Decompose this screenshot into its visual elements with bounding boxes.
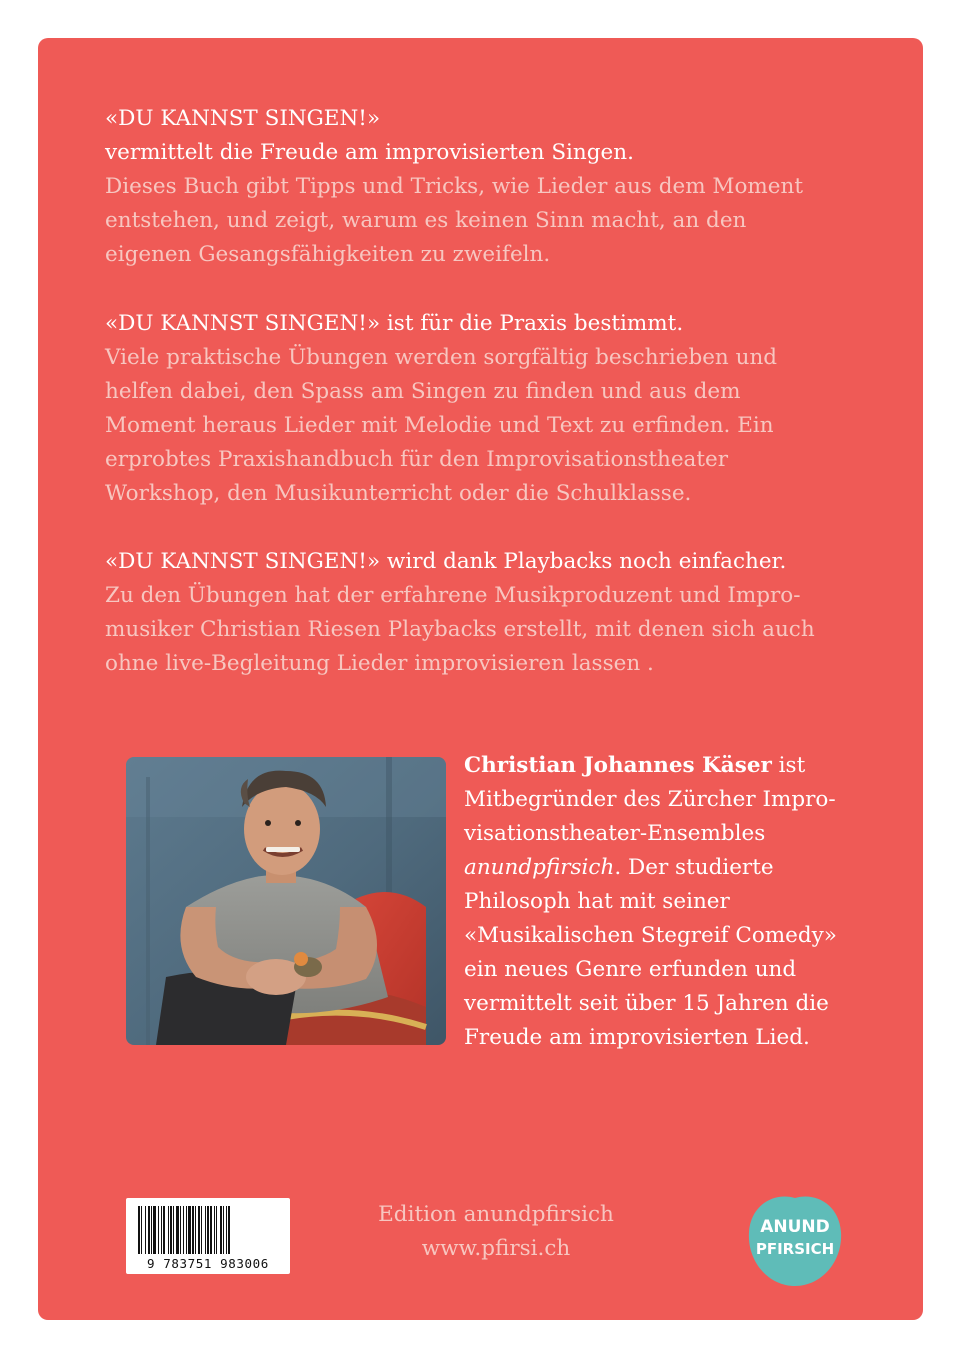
ensemble-name: anundpfirsich [464,855,615,880]
blurb-body-line: helfen dabei, den Spass am Singen zu finden und aus dem [105,379,741,404]
blurb-body-line: musiker Christian Riesen Playbacks erstellt, mit denen sich auch [105,617,815,642]
author-name-suffix: ist [771,753,806,778]
barcode-bars [126,1204,290,1264]
blurb-body-line: entstehen, und zeigt, warum es keinen Sinn macht, an den [105,208,747,233]
publisher-info [360,1198,632,1266]
isbn-number: 9 783751 983006 [147,1256,269,1271]
blurb-body-line: Viele praktische Übungen werden sorgfältig beschrieben und [105,345,778,370]
blurb-body-line: Moment heraus Lieder mit Melodie und Text zu erfinden. Ein [105,413,774,438]
blurb-body-line: Zu den Übungen hat der erfahrene Musikproduzent und Impro- [105,583,801,608]
author-bio-line: vermittelt seit über 15 Jahren die [464,991,829,1016]
blurb-body-line: ohne live-Begleitung Lieder improvisieren lassen . [105,651,654,676]
blurb-paragraph-1 [105,102,865,272]
ensemble-suffix: . Der studierte [614,855,774,880]
author-bio-line: «Musikalischen Stegreif Comedy» [464,923,837,948]
publisher-website: www.pfirsi.ch [421,1236,571,1261]
logo-text-1: ANUND [760,1217,830,1237]
author-bio-line: Mitbegründer des Zürcher Impro- [464,787,836,812]
anundpfirsich-logo [745,1190,845,1290]
blurb-body-line: Workshop, den Musikunterricht oder die Schulklasse. [105,481,692,506]
blurb-body-line: Dieses Buch gibt Tipps und Tricks, wie Lieder aus dem Moment [105,174,803,199]
author-photo [126,757,446,1045]
publisher-name: Edition anundpfirsich [378,1202,614,1227]
author-bio-line [464,749,884,783]
author-bio-line: Philosoph hat mit seiner [464,889,730,914]
logo-text-2: PFIRSICH [755,1240,835,1258]
blurb-paragraph-3 [105,545,865,681]
blurb-body-line: erprobtes Praxishandbuch für den Improvisationstheater [105,447,729,472]
author-bio [464,749,884,1055]
author-name: Christian Johannes Käser [464,753,772,778]
author-bio-line: Freude am improvisierten Lied. [464,1025,810,1050]
blurb-heading-line: vermittelt die Freude am improvisierten Singen. [105,140,634,165]
isbn-barcode [126,1198,290,1274]
blurb-paragraph-2 [105,307,865,511]
blurb-heading-line: «DU KANNST SINGEN!» [105,106,381,131]
author-bio-line [464,851,884,885]
blurb-heading-line: «DU KANNST SINGEN!» wird dank Playbacks noch einfacher. [105,549,787,574]
blurb-heading-line: «DU KANNST SINGEN!» ist für die Praxis bestimmt. [105,311,684,336]
author-bio-line: ein neues Genre erfunden und [464,957,797,982]
blurb-body-line: eigenen Gesangsfähigkeiten zu zweifeln. [105,242,551,267]
author-bio-line: visationstheater-Ensembles [464,821,766,846]
